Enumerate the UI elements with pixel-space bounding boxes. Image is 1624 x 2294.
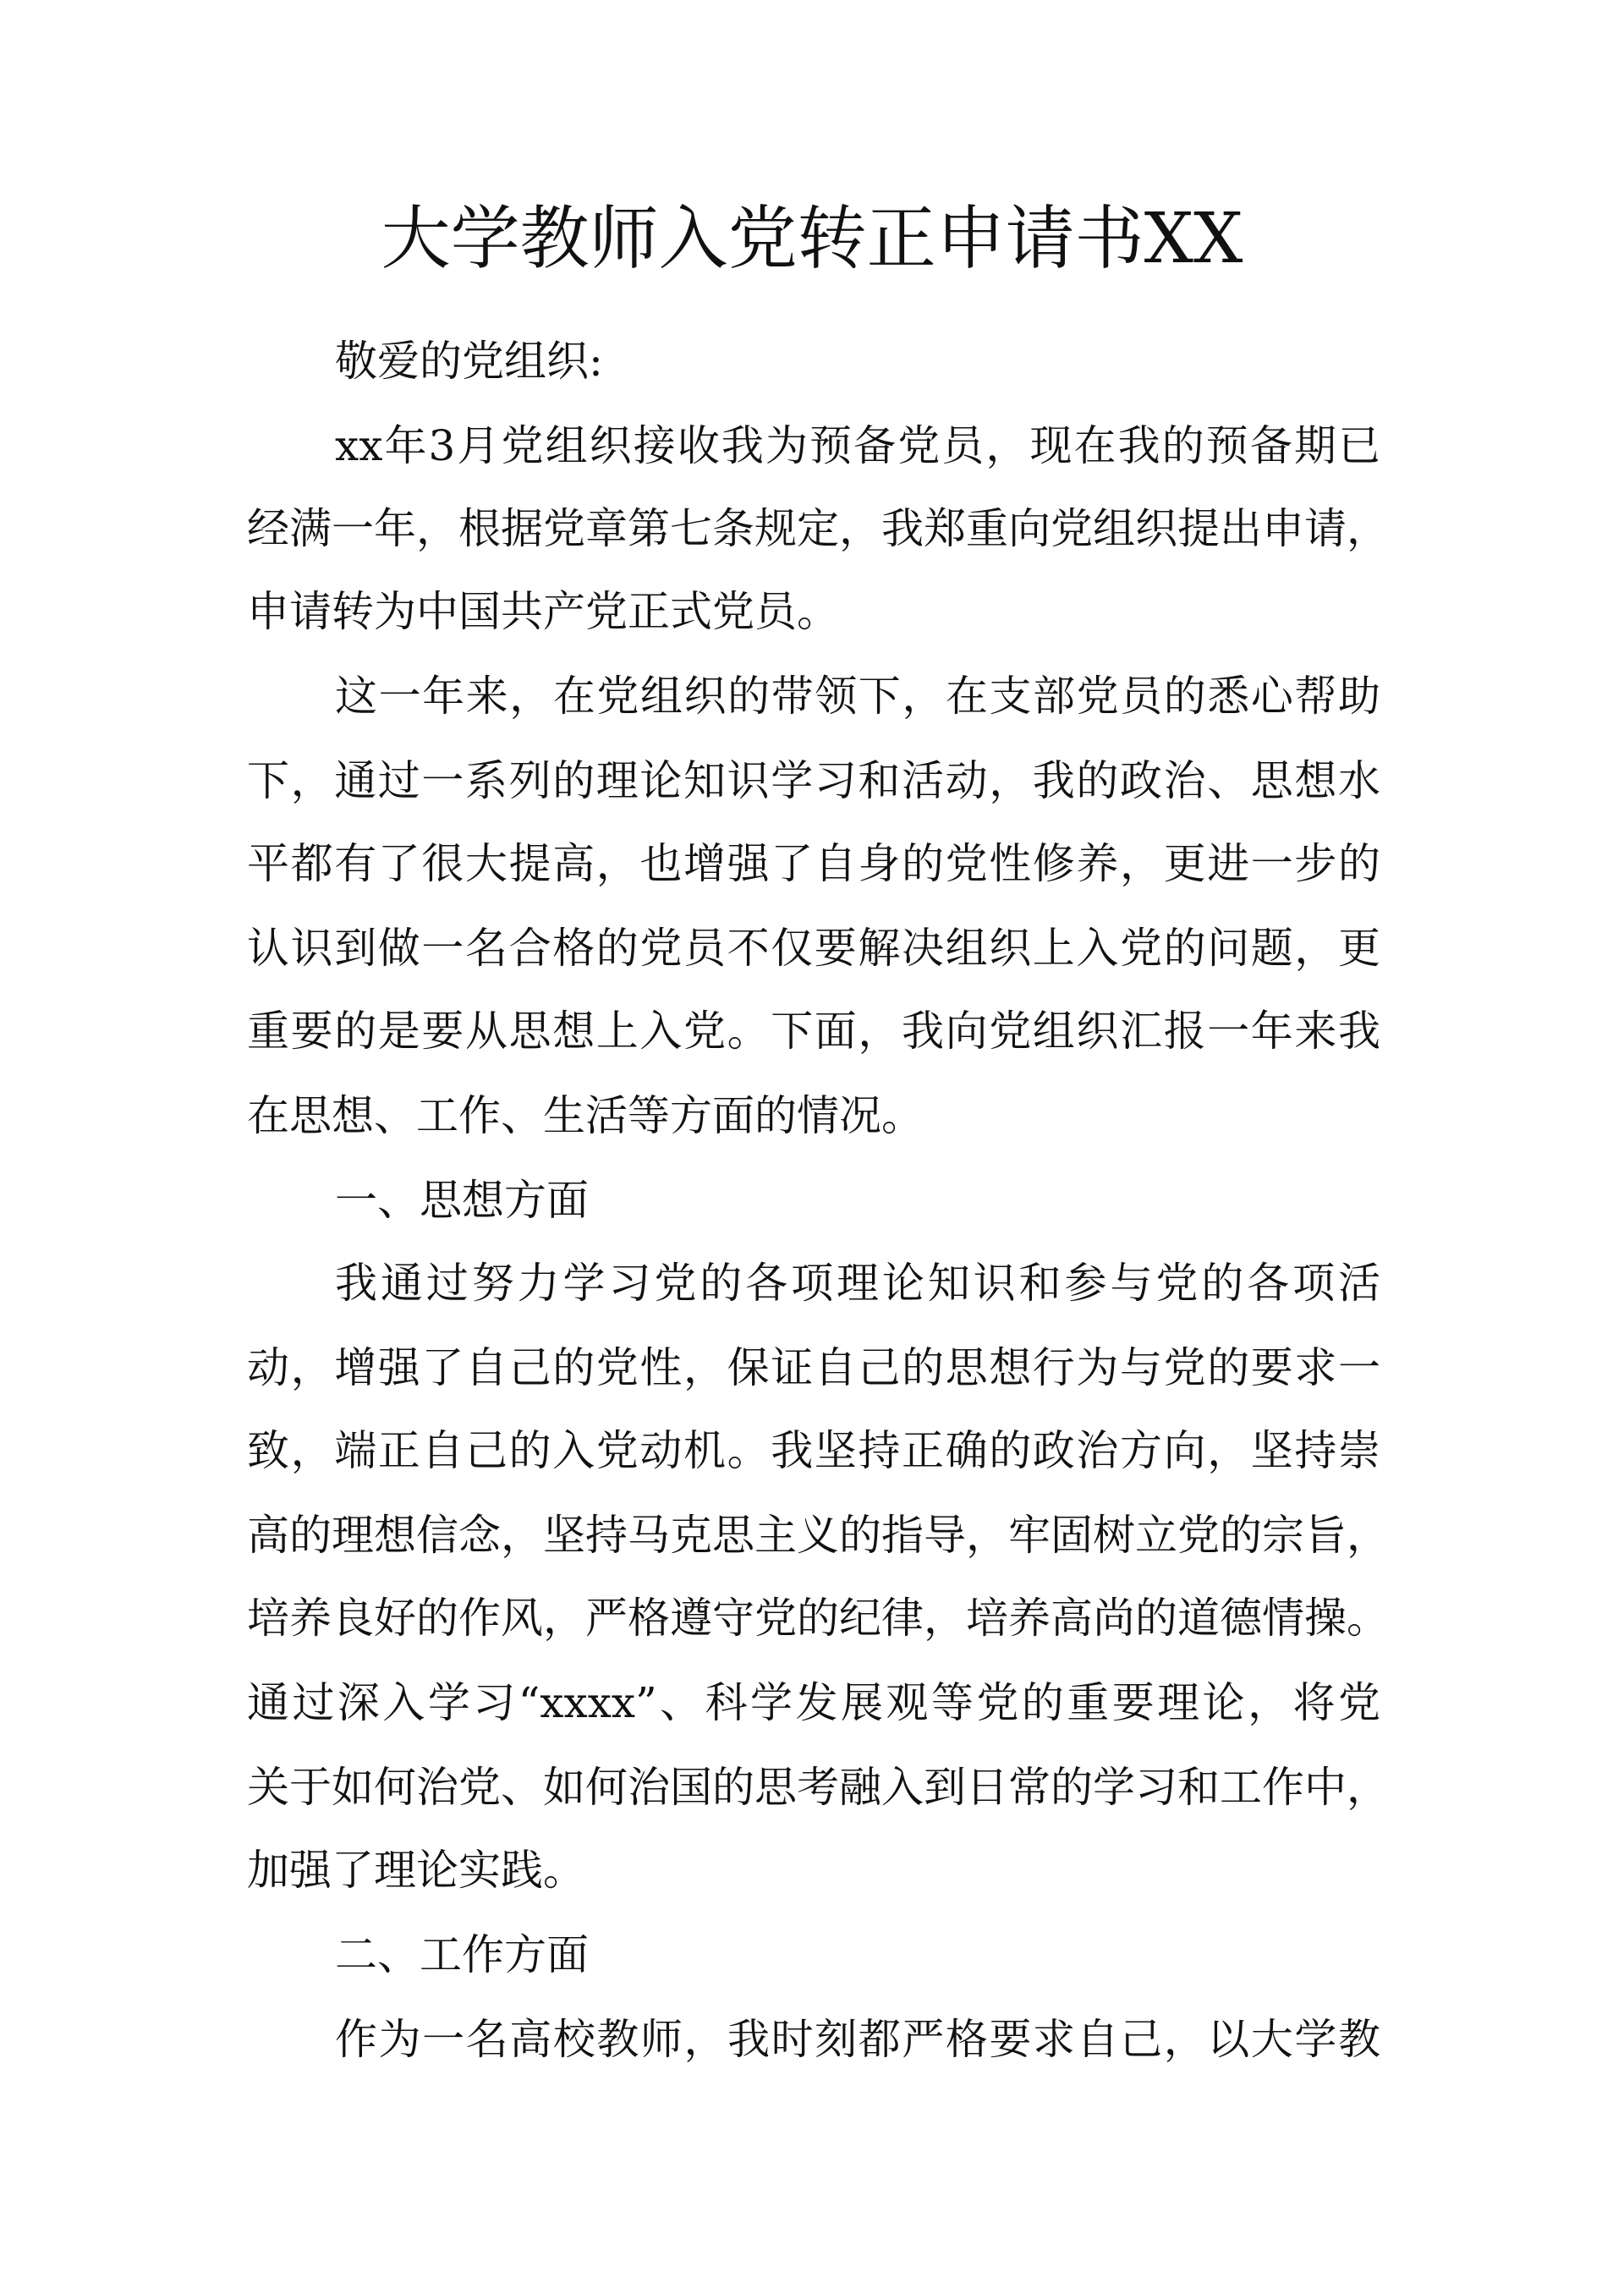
paragraph-line: 这一年来，在党组织的带领下，在支部党员的悉心帮助 bbox=[335, 672, 1380, 721]
paragraph-line: 通过深入学习“xxxx”、科学发展观等党的重要理论，将党 bbox=[247, 1678, 1380, 1727]
paragraph-line: 关于如何治党、如何治国的思考融入到日常的学习和工作中， bbox=[247, 1763, 1389, 1812]
document-title: 大学教师入党转正申请书XX bbox=[381, 199, 1243, 279]
paragraph-line: 培养良好的作风，严格遵守党的纪律，培养高尚的道德情操。 bbox=[247, 1594, 1389, 1643]
paragraph-line: 下，通过一系列的理论知识学习和活动，我的政治、思想水 bbox=[247, 756, 1380, 805]
paragraph-line: 致，端正自己的入党动机。我坚持正确的政治方向，坚持崇 bbox=[247, 1426, 1380, 1475]
paragraph-line: 重要的是要从思想上入党。下面，我向党组织汇报一年来我 bbox=[247, 1007, 1380, 1056]
paragraph-line: 申请转为中国共产党正式党员。 bbox=[247, 587, 839, 636]
section-heading-work: 二、工作方面 bbox=[335, 1930, 589, 1979]
paragraph-line: 作为一名高校教师，我时刻都严格要求自己，以大学教 bbox=[335, 2015, 1380, 2064]
salutation: 敬爱的党组织: bbox=[335, 337, 603, 386]
paragraph-line: 平都有了很大提高，也增强了自身的党性修养，更进一步的 bbox=[247, 839, 1380, 888]
paragraph-line: 认识到做一名合格的党员不仅要解决组织上入党的问题，更 bbox=[247, 924, 1380, 973]
paragraph-line: 我通过努力学习党的各项理论知识和参与党的各项活 bbox=[335, 1259, 1380, 1308]
paragraph-line: 高的理想信念，坚持马克思主义的指导，牢固树立党的宗旨， bbox=[247, 1511, 1389, 1560]
paragraph-line: 经满一年，根据党章第七条规定，我郑重向党组织提出申请， bbox=[247, 504, 1389, 553]
paragraph-line: xx年3月党组织接收我为预备党员，现在我的预备期已 bbox=[335, 421, 1380, 470]
paragraph-line: 在思想、工作、生活等方面的情况。 bbox=[247, 1091, 924, 1140]
paragraph-line: 加强了理论实践。 bbox=[247, 1846, 585, 1895]
section-heading-thought: 一、思想方面 bbox=[335, 1176, 589, 1225]
paragraph-line: 动，增强了自己的党性，保证自己的思想行为与党的要求一 bbox=[247, 1343, 1380, 1392]
